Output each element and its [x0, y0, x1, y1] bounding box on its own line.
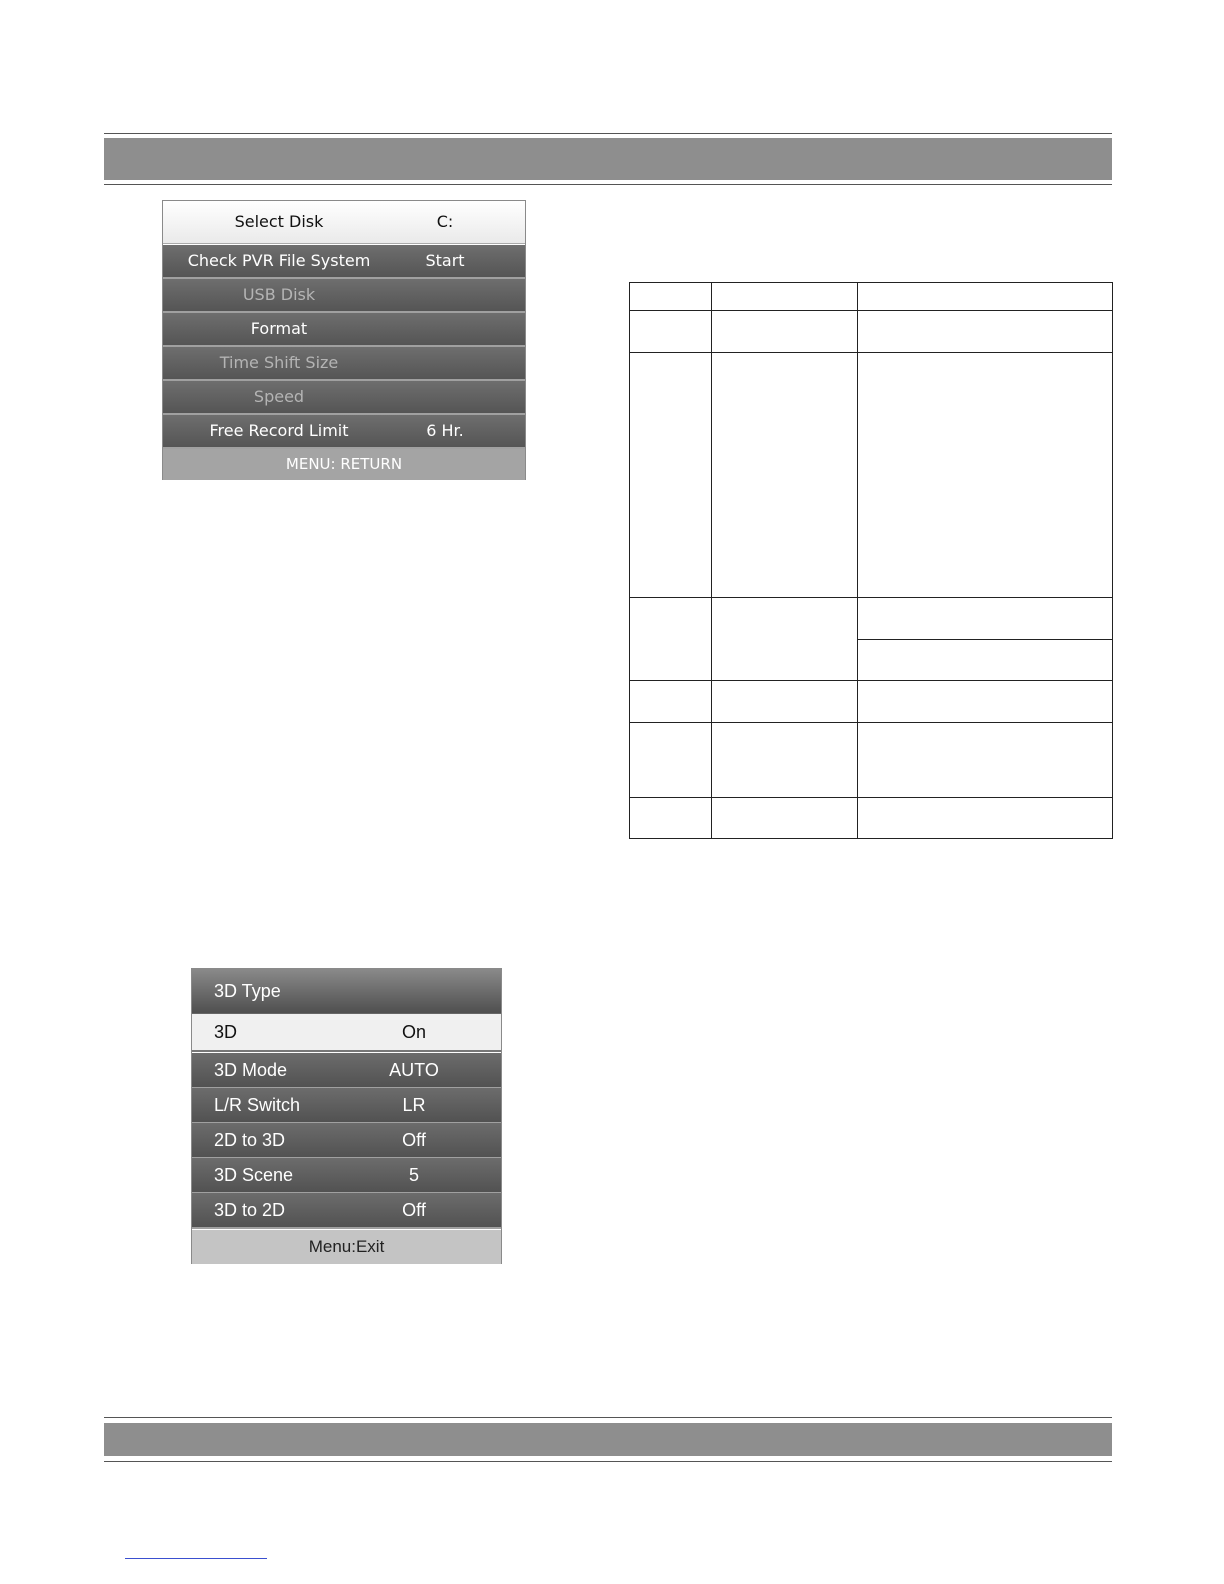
- menu-item-label: Time Shift Size: [219, 353, 339, 372]
- table-cell: [630, 311, 712, 353]
- menu-item-label: 3D Scene: [214, 1165, 294, 1185]
- table-cell: [858, 283, 1113, 311]
- table-row: [630, 798, 1113, 839]
- lr-switch-row[interactable]: [192, 1088, 501, 1124]
- 3d-to-2d-row[interactable]: [192, 1193, 501, 1229]
- table-cell: [858, 681, 1113, 723]
- menu-item-value: Start: [425, 251, 465, 270]
- table-cell: [630, 723, 712, 798]
- table-cell: [712, 723, 858, 798]
- table-row: [630, 723, 1113, 798]
- table-cell: [630, 598, 712, 681]
- menu-item-label: Format: [250, 319, 308, 338]
- menu-item-label: L/R Switch: [214, 1095, 301, 1115]
- table-cell: [712, 353, 858, 598]
- menu-item-label: 3D: [214, 1022, 238, 1042]
- table-cell: [712, 283, 858, 311]
- footer-link-underline: [125, 1558, 267, 1559]
- select-disk-label: Select Disk: [234, 212, 324, 231]
- time-shift-size-row[interactable]: [163, 347, 525, 381]
- select-disk-row[interactable]: [163, 201, 525, 244]
- 3d-mode-row[interactable]: [192, 1053, 501, 1089]
- menu-title-label: 3D Type: [214, 981, 281, 1001]
- footer-band: [104, 1417, 1112, 1463]
- table-cell: [630, 681, 712, 723]
- pvr-settings-menu: [162, 200, 526, 480]
- specification-table: [629, 282, 1113, 839]
- menu-exit-hint: Menu:Exit: [192, 1230, 501, 1264]
- table-cell: [630, 283, 712, 311]
- table-cell: [712, 681, 858, 723]
- usb-disk-row[interactable]: [163, 279, 525, 313]
- table-cell: [858, 598, 1113, 640]
- menu-item-label: 3D to 2D: [214, 1200, 286, 1220]
- table-cell: [858, 353, 1113, 598]
- header-band: [104, 133, 1112, 185]
- menu-item-value: 5: [408, 1165, 419, 1185]
- table-row: [630, 311, 1113, 353]
- menu-item-value: LR: [402, 1095, 426, 1115]
- table-row: [630, 598, 1113, 640]
- menu-item-value: Off: [402, 1130, 426, 1150]
- menu-item-label: Speed: [253, 387, 305, 406]
- free-record-limit-row[interactable]: [163, 415, 525, 449]
- speed-row[interactable]: [163, 381, 525, 415]
- menu-return-hint: MENU: RETURN: [163, 449, 525, 480]
- 2d-to-3d-row[interactable]: [192, 1123, 501, 1159]
- 3d-settings-menu: [191, 968, 502, 1264]
- table-cell: [858, 723, 1113, 798]
- table-cell: [630, 798, 712, 839]
- table-cell: [858, 798, 1113, 839]
- select-disk-value: C:: [436, 212, 454, 231]
- table-cell: [858, 640, 1113, 681]
- table-cell: [858, 311, 1113, 353]
- 3d-scene-row[interactable]: [192, 1158, 501, 1194]
- 3d-row[interactable]: [192, 1013, 501, 1052]
- table-row: [630, 681, 1113, 723]
- table-cell: [630, 353, 712, 598]
- menu-item-value: Off: [402, 1200, 426, 1220]
- table-row: [630, 353, 1113, 598]
- menu-title: [192, 969, 501, 1013]
- menu-item-value: 6 Hr.: [426, 421, 464, 440]
- menu-item-label: USB Disk: [242, 285, 316, 304]
- table-header-row: [630, 283, 1113, 311]
- format-row[interactable]: [163, 313, 525, 347]
- table-cell: [712, 798, 858, 839]
- table-cell: [712, 311, 858, 353]
- check-pvr-file-system-row[interactable]: [163, 245, 525, 279]
- menu-item-label: Check PVR File System: [187, 251, 371, 270]
- menu-item-value: AUTO: [389, 1060, 439, 1080]
- menu-item-label: 2D to 3D: [214, 1130, 286, 1150]
- menu-item-label: Free Record Limit: [209, 421, 349, 440]
- table-cell: [712, 598, 858, 681]
- menu-item-label: 3D Mode: [214, 1060, 288, 1080]
- menu-item-value: On: [401, 1022, 426, 1042]
